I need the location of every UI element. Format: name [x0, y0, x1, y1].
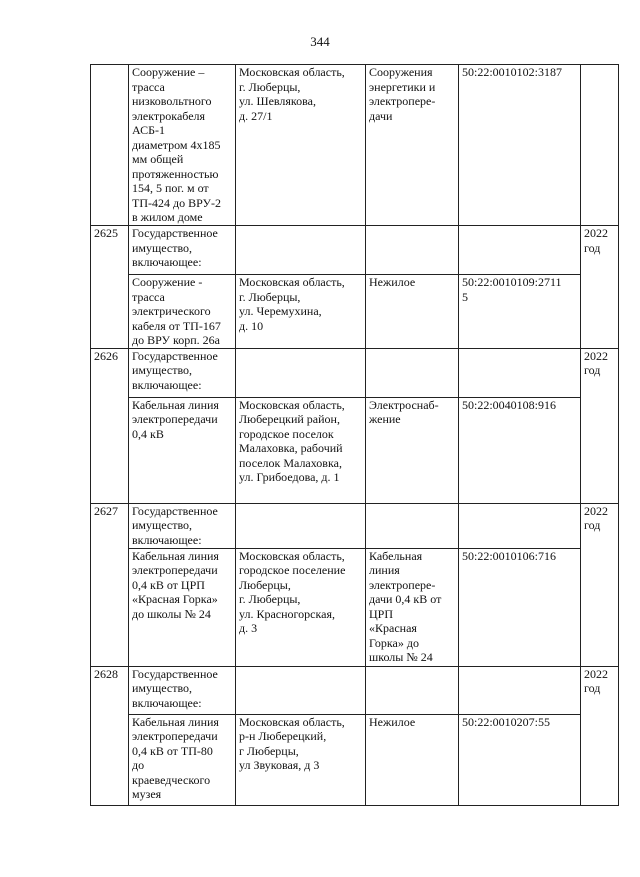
- empty-cell: [366, 503, 459, 548]
- table-row: [91, 275, 619, 349]
- address: Московская область, р-н Люберецкий, г Люберцы, ул Звуковая, д 3: [239, 714, 345, 772]
- purpose-cell: [366, 275, 459, 349]
- row-number: 2625: [91, 226, 129, 349]
- property-registry-table: [90, 64, 619, 806]
- table-row: [91, 348, 619, 397]
- empty-cell: [236, 226, 366, 275]
- year: 2022 год: [584, 348, 608, 377]
- purpose-cell: [366, 714, 459, 805]
- row-number: 2628: [91, 666, 129, 805]
- table-row: [91, 503, 619, 548]
- cadastral-number: 50:22:0010207:55: [462, 714, 551, 729]
- table-row: [91, 666, 619, 714]
- empty-cell: [236, 666, 366, 714]
- year-cell: [581, 503, 619, 666]
- object-name-cell: [129, 548, 236, 666]
- page-number: 344: [310, 34, 330, 49]
- address: Московская область, Люберецкий район, городское поселок Малаховка, рабочий поселок Малаховка, ул. Грибоедова, д. 1: [239, 397, 345, 484]
- purpose-cell: [366, 397, 459, 503]
- purpose: Кабельная линия электропере- дачи 0,4 кВ от ЦРП «Красная Горка» до школы № 24: [369, 548, 442, 664]
- table-row: [91, 226, 619, 275]
- empty-cell: [236, 348, 366, 397]
- cadastral-cell: [459, 714, 581, 805]
- group-cell: [129, 503, 236, 548]
- row-number: 2626: [91, 348, 129, 503]
- group-cell: [129, 348, 236, 397]
- group-cell: [129, 226, 236, 275]
- object-name-cell: [129, 397, 236, 503]
- purpose: Нежилое: [369, 275, 416, 289]
- purpose: Нежилое: [369, 714, 416, 729]
- purpose: Электроснаб- жение: [369, 397, 439, 426]
- object-name-cell: [129, 65, 236, 226]
- row-number: [91, 65, 129, 226]
- year-cell: [581, 226, 619, 349]
- address: Московская область, г. Люберцы, ул. Шевлякова, д. 27/1: [239, 65, 345, 123]
- group-label: Государственное имущество, включающее:: [132, 666, 218, 710]
- year: 2022 год: [584, 503, 608, 532]
- address: Московская область, городское поселение Люберцы, г. Люберцы, ул. Красногорская, д. 3: [239, 548, 346, 635]
- table-row: [91, 714, 619, 805]
- address-cell: [236, 548, 366, 666]
- empty-cell: [459, 226, 581, 275]
- group-cell: [129, 666, 236, 714]
- cadastral-number: 50:22:0010106:716: [462, 548, 557, 563]
- group-label: Государственное имущество, включающее:: [132, 503, 218, 547]
- table-row: [91, 397, 619, 503]
- table-row: [91, 548, 619, 666]
- purpose: Сооружения энергетики и электропере- дачи: [369, 65, 436, 123]
- group-label: Государственное имущество, включающее:: [132, 226, 218, 269]
- cadastral-number: 50:22:0040108:916: [462, 397, 557, 412]
- empty-cell: [366, 348, 459, 397]
- table-row: [91, 65, 619, 226]
- object-name-cell: [129, 275, 236, 349]
- empty-cell: [366, 226, 459, 275]
- address-cell: [236, 65, 366, 226]
- empty-cell: [366, 666, 459, 714]
- address-cell: [236, 397, 366, 503]
- empty-cell: [459, 348, 581, 397]
- cadastral-number: 50:22:0010109:2711 5: [462, 275, 562, 304]
- cadastral-cell: [459, 397, 581, 503]
- purpose-cell: [366, 548, 459, 666]
- empty-cell: [236, 503, 366, 548]
- empty-cell: [459, 666, 581, 714]
- group-label: Государственное имущество, включающее:: [132, 348, 218, 392]
- object-name: Кабельная линия электропередачи 0,4 кВ от ТП-80 до краеведческого музея: [132, 714, 219, 801]
- year-cell: [581, 65, 619, 226]
- object-name: Сооружение – трасса низковольтного электрокабеля АСБ-1 диаметром 4х185 мм общей протяженностью 154, 5 пог. м от ТП-424 до ВРУ-2 в жилом доме: [132, 65, 221, 224]
- cadastral-cell: [459, 548, 581, 666]
- object-name: Кабельная линия электропередачи 0,4 кВ: [132, 397, 219, 441]
- object-name-cell: [129, 714, 236, 805]
- address-cell: [236, 714, 366, 805]
- year: 2022 год: [584, 666, 608, 695]
- purpose-cell: [366, 65, 459, 226]
- object-name: Кабельная линия электропередачи 0,4 кВ от ЦРП «Красная Горка» до школы № 24: [132, 548, 219, 621]
- address: Московская область, г. Люберцы, ул. Черемухина, д. 10: [239, 275, 345, 333]
- address-cell: [236, 275, 366, 349]
- year-cell: [581, 348, 619, 503]
- cadastral-number: 50:22:0010102:3187: [462, 65, 563, 79]
- year: 2022 год: [584, 226, 608, 255]
- row-number: 2627: [91, 503, 129, 666]
- cadastral-cell: [459, 275, 581, 349]
- object-name: Сооружение - трасса электрического кабеля от ТП-167 до ВРУ корп. 26а: [132, 275, 221, 347]
- empty-cell: [459, 503, 581, 548]
- cadastral-cell: [459, 65, 581, 226]
- year-cell: [581, 666, 619, 805]
